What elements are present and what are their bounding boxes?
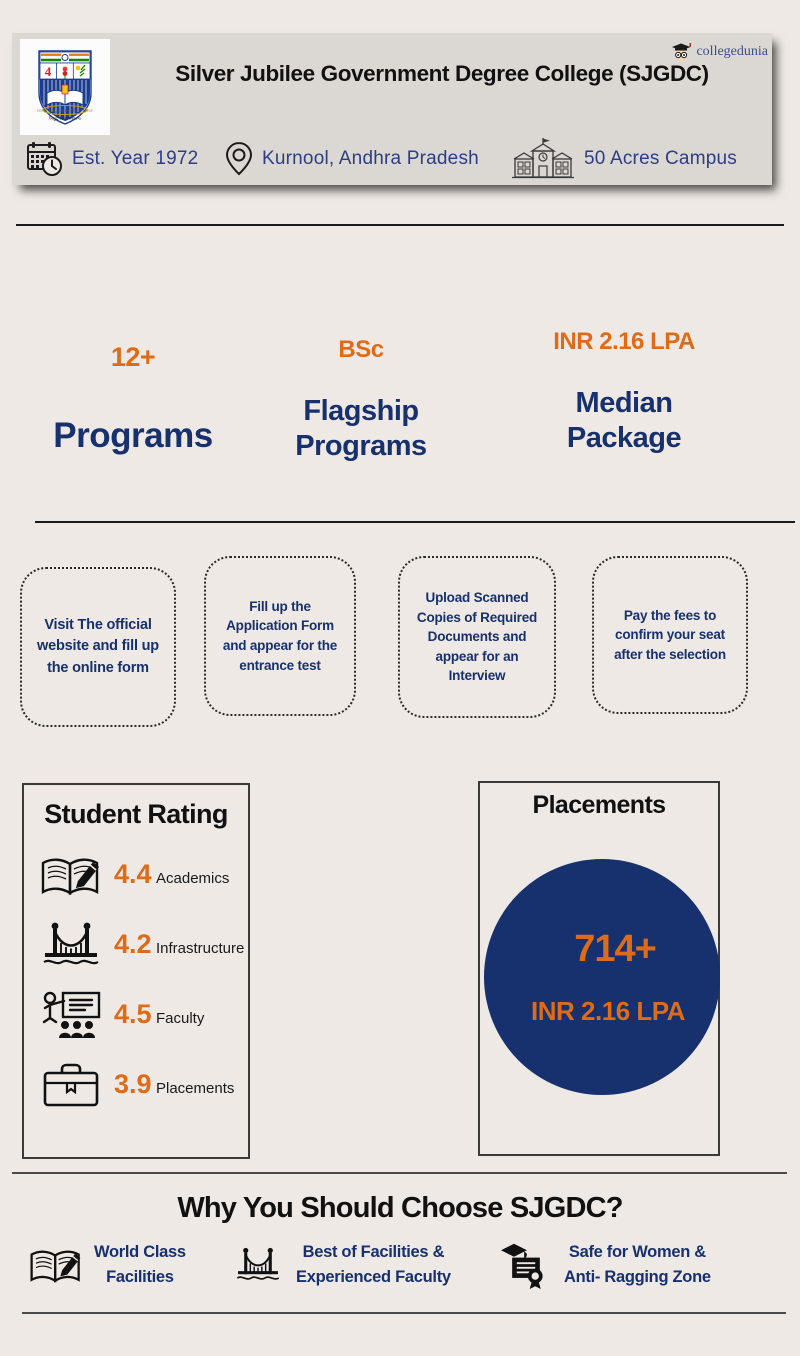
- svg-text:SILVER JUBILEE GOVT. DEG. COLL: SILVER JUBILEE GOVT. DEG. COLLEGE: [36, 108, 94, 113]
- stat-flagship-value: BSc: [338, 336, 384, 363]
- admission-steps-row: [0, 556, 800, 726]
- rating-faculty-value: 4.5: [114, 999, 152, 1030]
- established-year-label: Est. Year 1972: [72, 148, 199, 169]
- stat-programs: [33, 344, 233, 458]
- stat-programs-label: Programs: [53, 416, 213, 455]
- stat-flagship-label-line2: Programs: [295, 430, 427, 463]
- placements-count: 714+: [574, 928, 656, 970]
- why-facilities-line1: World Class: [94, 1243, 186, 1262]
- college-name-title: Silver Jubilee Government Degree College (SJGDC): [175, 61, 709, 86]
- meta-item-established: [26, 140, 198, 178]
- campus-size-label: 50 Acres Campus: [584, 148, 737, 169]
- admission-step-3-text: Upload Scanned Copies of Required Documents and appear for an Interview: [416, 590, 538, 684]
- placements-panel: [478, 781, 720, 1156]
- stat-median-package-label: [499, 386, 749, 457]
- college-crest-icon: [34, 47, 96, 127]
- placements-circle: [484, 859, 720, 1095]
- location-pin-icon: [224, 140, 254, 178]
- bridge-icon: [230, 1240, 286, 1290]
- rating-academics-text: [114, 861, 229, 889]
- why-safety-line1: Safe for Women &: [568, 1243, 706, 1262]
- student-rating-panel: [22, 783, 250, 1159]
- rating-placements-text: [114, 1071, 234, 1099]
- stat-median-label-line2: Package: [566, 422, 682, 455]
- why-safety-text: [564, 1240, 711, 1290]
- rating-infrastructure-value: 4.2: [114, 929, 152, 960]
- collegedunia-mascot-icon: [670, 41, 692, 63]
- admission-step-4: [592, 556, 748, 714]
- open-book-pencil-icon: [38, 848, 104, 902]
- placements-title: Placements: [532, 791, 666, 819]
- rating-row-academics: [24, 840, 248, 910]
- why-faculty-line1: Best of Facilities &: [302, 1243, 445, 1262]
- why-choose-title: Why You Should Choose SJGDC?: [177, 1192, 623, 1224]
- stat-median-package-value: INR 2.16 LPA: [553, 328, 695, 355]
- rating-row-placements: [24, 1050, 248, 1120]
- why-faculty-text: [296, 1240, 451, 1290]
- rating-faculty-name: Faculty: [156, 1010, 205, 1028]
- calendar-clock-icon: [26, 140, 64, 178]
- admission-step-2-text: Fill up the Application Form and appear for the entrance test: [222, 598, 338, 673]
- bridge-icon: [38, 918, 104, 972]
- college-logo: [20, 39, 110, 135]
- admission-step-4-text: Pay the fees to confirm your seat after the selection: [614, 607, 726, 662]
- why-faculty-line2: Experienced Faculty: [296, 1268, 451, 1286]
- admission-step-1: [20, 567, 176, 727]
- location-label: Kurnool, Andhra Pradesh: [262, 148, 479, 169]
- divider-top: [16, 224, 784, 226]
- rating-row-faculty: [24, 980, 248, 1050]
- rating-placements-value: 3.9: [114, 1069, 152, 1100]
- graduation-certificate-icon: [498, 1240, 554, 1290]
- stat-programs-value: 12+: [110, 342, 156, 372]
- rating-infrastructure-name: Infrastructure: [156, 940, 245, 958]
- collegedunia-label: collegedunia: [696, 44, 768, 59]
- rating-placements-name: Placements: [156, 1080, 235, 1098]
- rating-academics-value: 4.4: [114, 859, 152, 890]
- header-meta-row: [12, 133, 772, 185]
- why-item-facilities: [28, 1240, 186, 1290]
- teacher-classroom-icon: [38, 988, 104, 1042]
- meta-item-location: [224, 140, 479, 178]
- student-rating-list: [24, 840, 248, 1120]
- stat-median-label-line1: Median: [575, 387, 673, 419]
- rating-academics-name: Academics: [156, 870, 230, 888]
- why-item-safety: [498, 1240, 711, 1290]
- divider-why: [12, 1172, 787, 1174]
- admission-step-2: [204, 556, 356, 716]
- key-stats-row: [0, 330, 800, 505]
- why-item-faculty: [230, 1240, 451, 1290]
- stat-flagship: [261, 338, 461, 465]
- why-facilities-line2: Facilities: [106, 1268, 174, 1286]
- student-rating-title: Student Rating: [44, 799, 228, 829]
- divider-stats: [35, 521, 795, 523]
- stat-flagship-label-line1: Flagship: [303, 395, 419, 427]
- stat-flagship-label: [261, 394, 461, 465]
- why-safety-line2: Anti- Ragging Zone: [564, 1268, 711, 1286]
- admission-step-1-text: Visit The official website and fill up the online form: [37, 617, 159, 676]
- header-bar: [12, 33, 772, 185]
- admission-step-3: [398, 556, 556, 718]
- rating-faculty-text: [114, 1001, 204, 1029]
- campus-building-icon: [510, 137, 576, 181]
- why-facilities-text: [94, 1240, 186, 1290]
- rating-row-infrastructure: [24, 910, 248, 980]
- svg-text:4: 4: [44, 64, 52, 79]
- open-book-pencil-icon: [28, 1240, 84, 1290]
- meta-item-campus: [510, 137, 737, 181]
- svg-text:సిల్వర్ జూబ్లీ కళాశాల: సిల్వర్ జూబ్లీ కళాశాల: [48, 115, 82, 121]
- collegedunia-brand[interactable]: [670, 41, 768, 63]
- why-choose-row: [0, 1240, 800, 1312]
- rating-infrastructure-text: [114, 931, 244, 959]
- divider-bottom: [22, 1312, 786, 1314]
- briefcase-icon: [38, 1058, 104, 1112]
- stat-median-package: [499, 330, 749, 457]
- placements-package: INR 2.16 LPA: [531, 996, 685, 1026]
